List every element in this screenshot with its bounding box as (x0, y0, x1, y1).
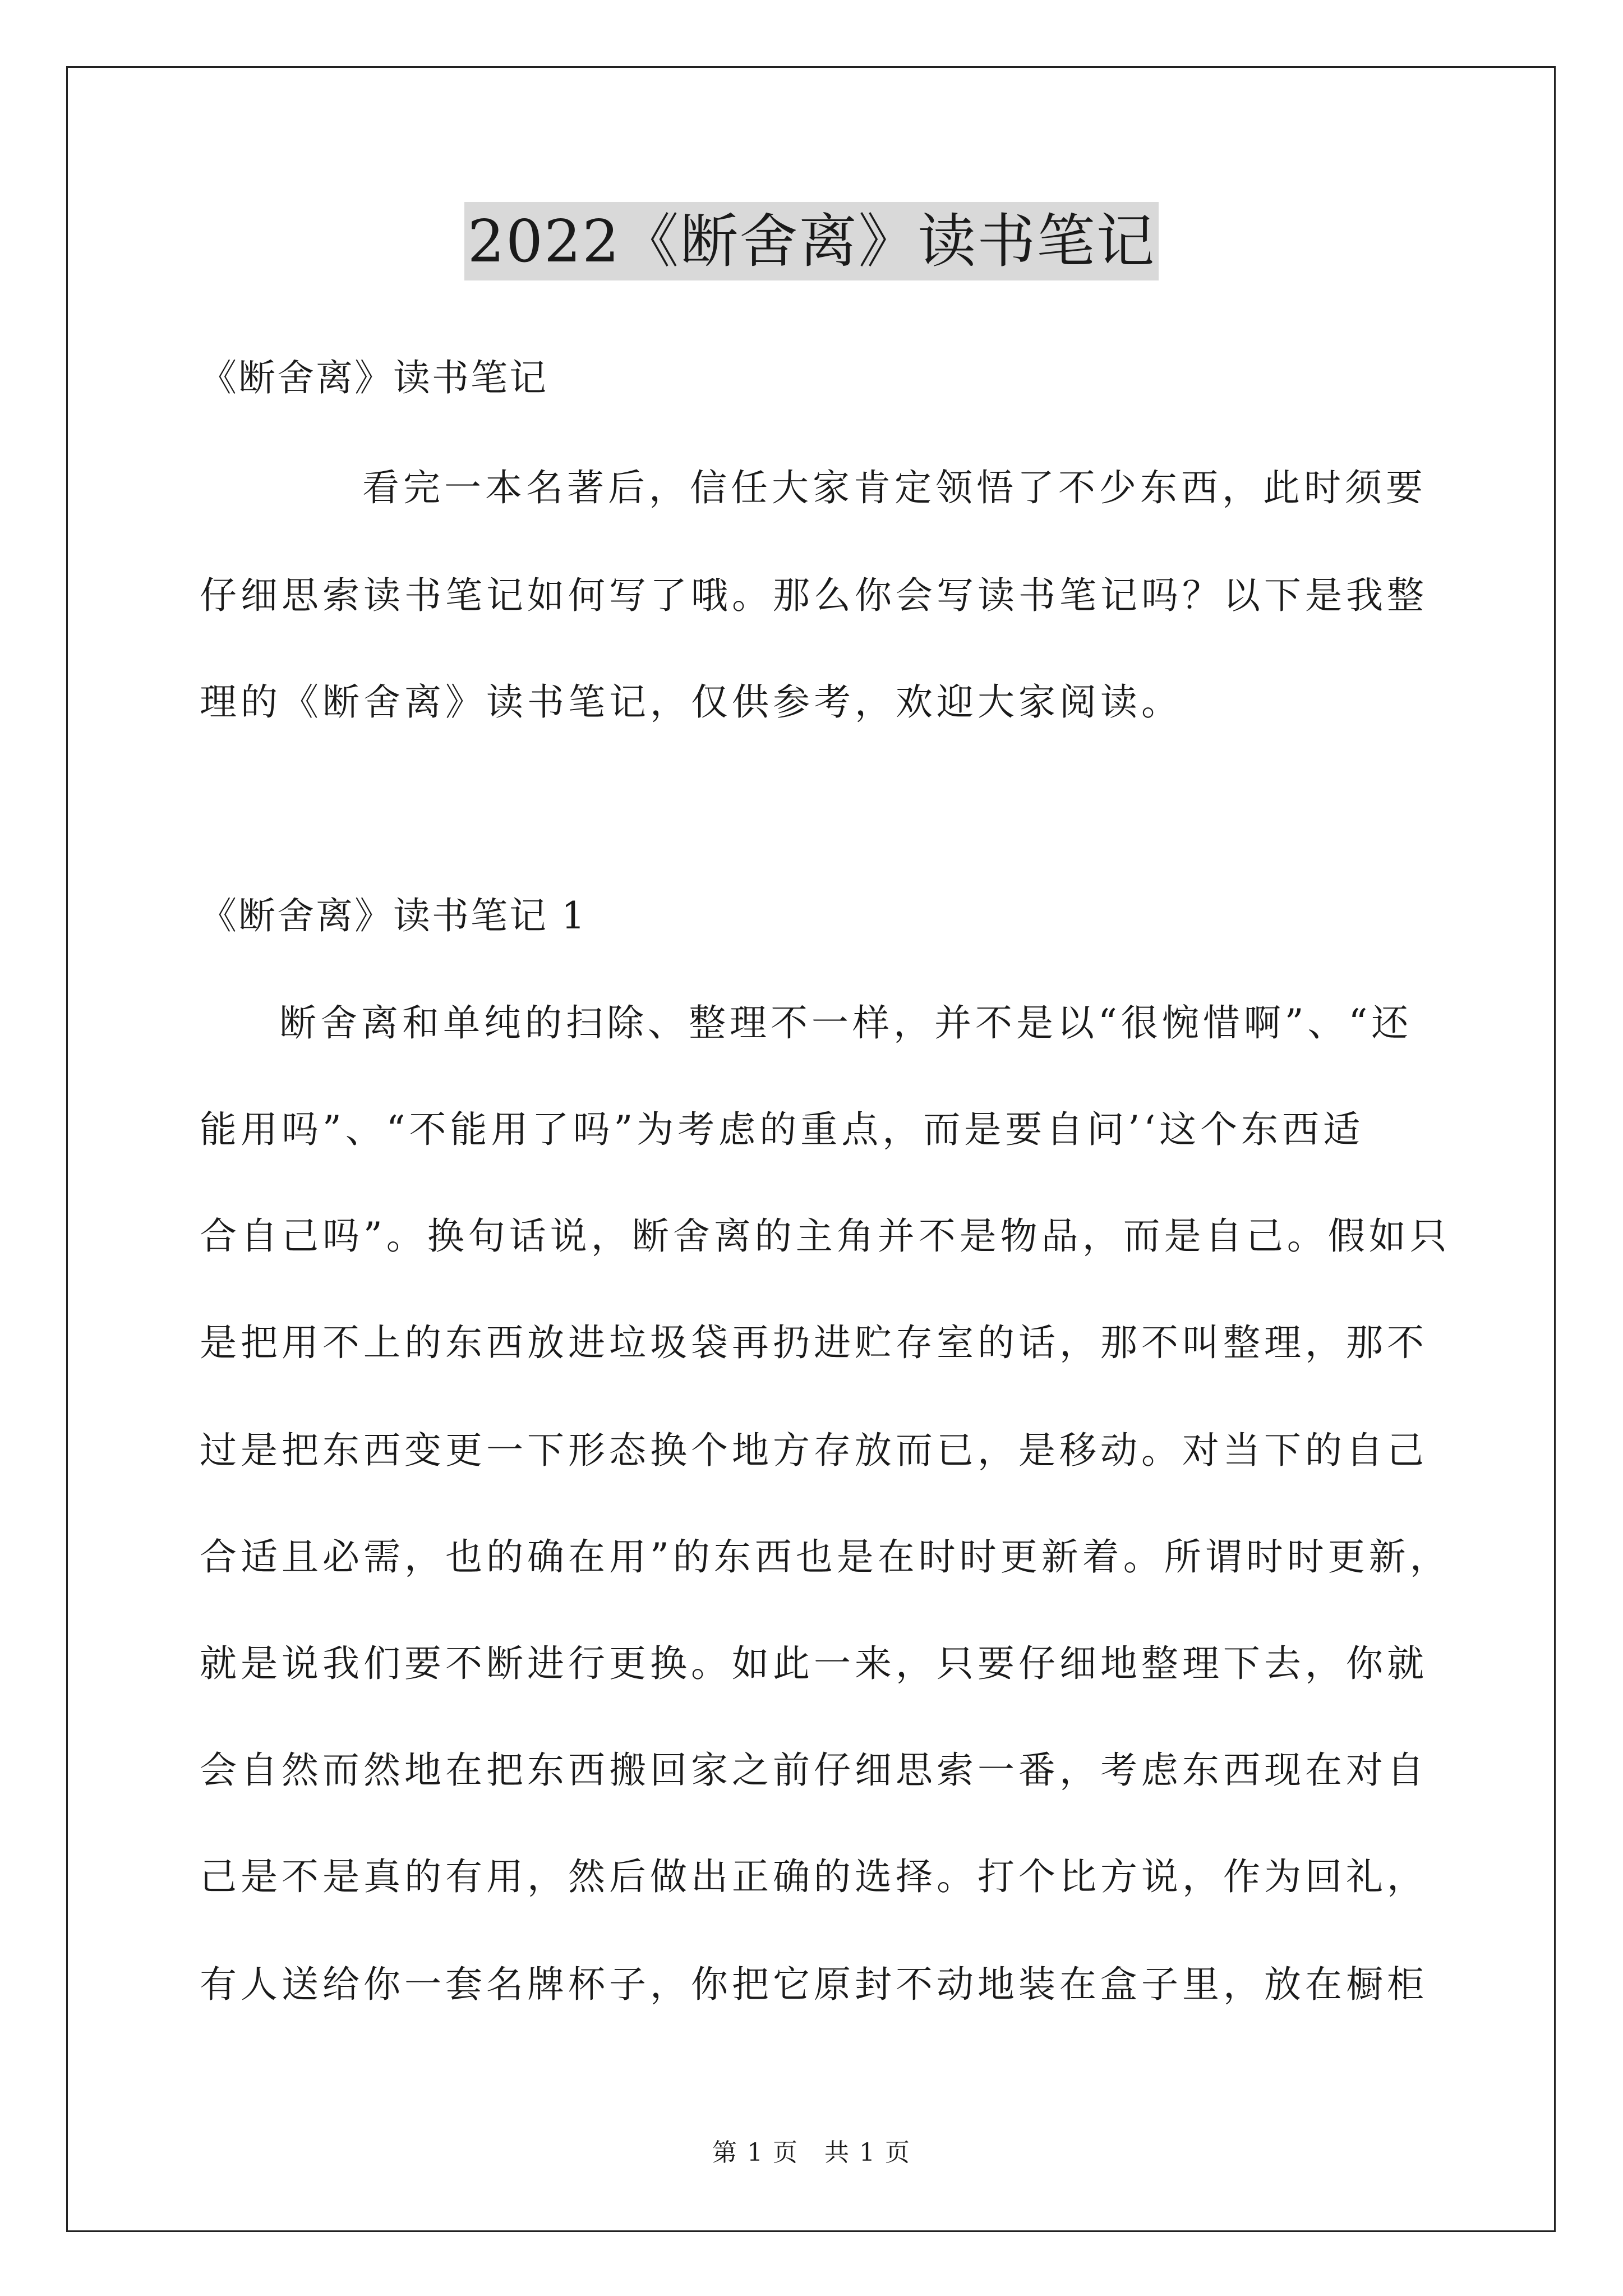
body-line: 是把用不上的东西放进垃圾袋再扔进贮存室的话，那不叫整理，那不 (200, 1321, 1428, 1364)
section-heading: 《断舍离》读书笔记 1 (200, 894, 587, 937)
body-line: 过是把东西变更一下形态换个地方存放而已，是移动。对当下的自己 (200, 1429, 1428, 1472)
body-line: 合适且必需，也的确在用”的东西也是在时时更新着。所谓时时更新， (200, 1535, 1451, 1579)
body-line: 能用吗”、“不能用了吗”为考虑的重点，而是要自问’‘这个东西适 (200, 1108, 1364, 1151)
body-line: 有人送给你一套名牌杯子，你把它原封不动地装在盒子里，放在橱柜 (200, 1963, 1428, 2006)
page-footer: 第 1 页 共 1 页 (712, 2138, 911, 2167)
intro-line: 理的《断舍离》读书笔记，仅供参考，欢迎大家阅读。 (200, 680, 1182, 724)
title-container (0, 202, 1623, 280)
body-line: 断舍离和单纯的扫除、整理不一样，并不是以“很惋惜啊”、“还 (279, 1001, 1413, 1045)
body-line: 就是说我们要不断进行更换。如此一来，只要仔细地整理下去，你就 (200, 1642, 1428, 1685)
body-line: 会自然而然地在把东西搬回家之前仔细思索一番，考虑东西现在对自 (200, 1749, 1428, 1792)
body-line: 己是不是真的有用，然后做出正确的选择。打个比方说，作为回礼， (200, 1855, 1428, 1898)
intro-line: 看完一本名著后，信任大家肯定领悟了不少东西，此时须要 (362, 466, 1427, 509)
body-line: 合自己吗”。换句话说，断舍离的主角并不是物品，而是自己。假如只 (200, 1214, 1451, 1258)
document-title: 2022《断舍离》读书笔记 (464, 202, 1159, 280)
intro-line: 仔细思索读书笔记如何写了哦。那么你会写读书笔记吗？以下是我整 (200, 574, 1428, 617)
subtitle: 《断舍离》读书笔记 (200, 356, 548, 399)
